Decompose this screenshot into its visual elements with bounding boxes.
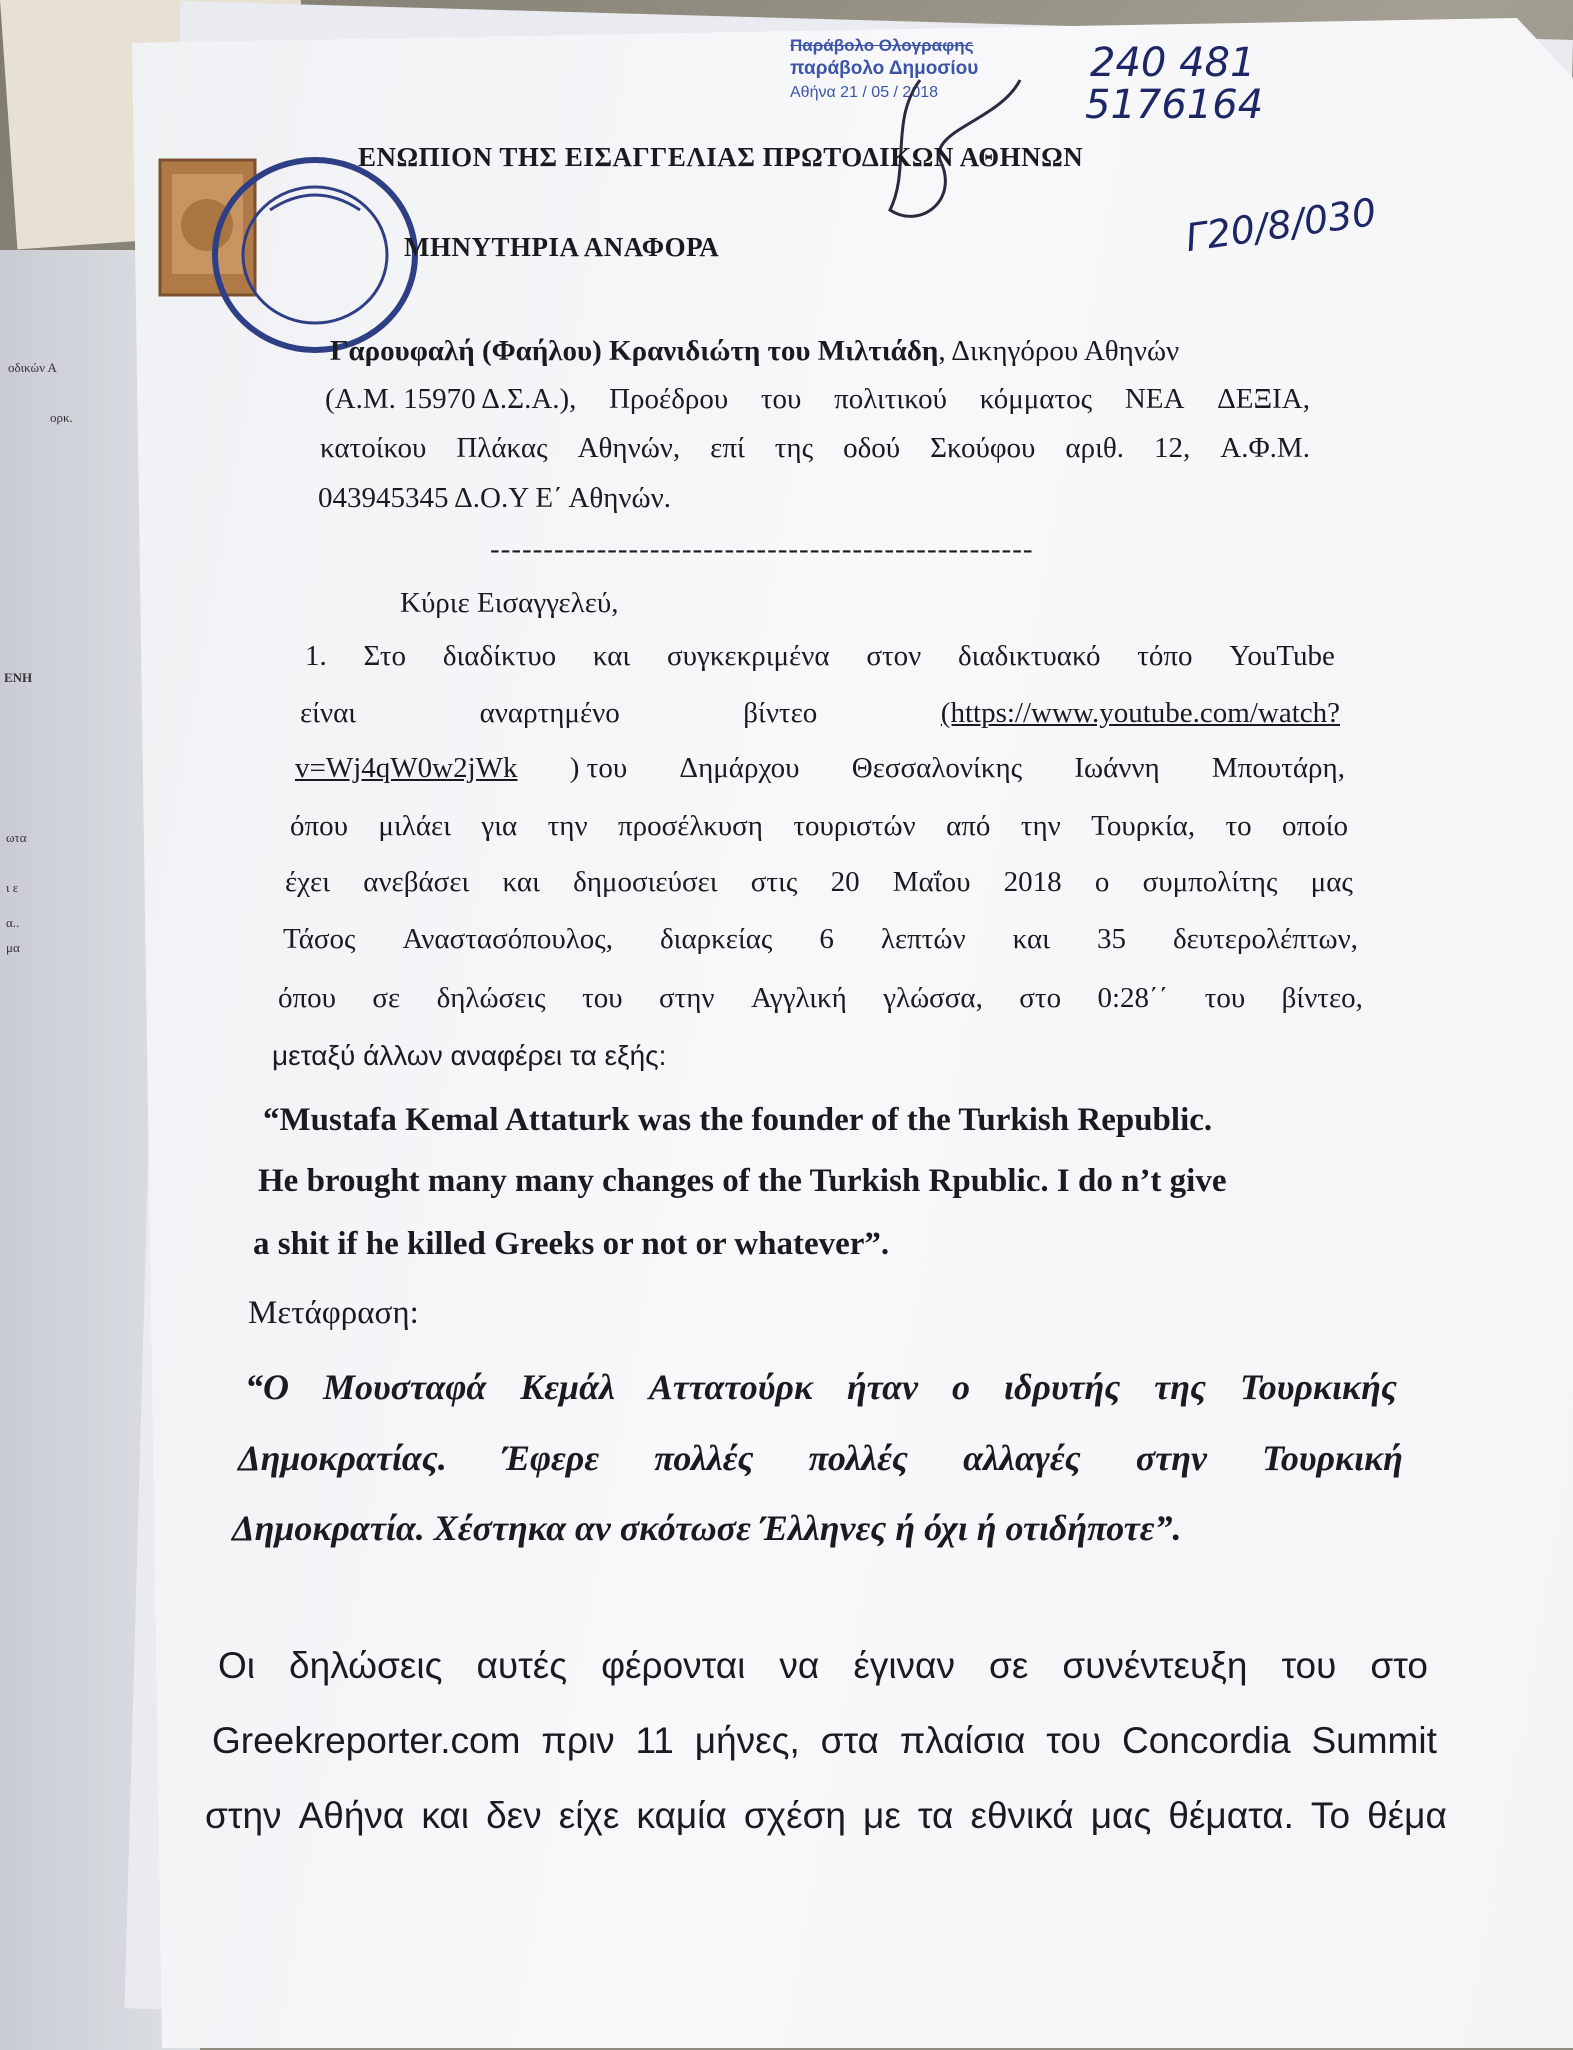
translation-line-2 [238,1437,1403,1479]
word: δηλώσεις [436,982,546,1014]
word: αυτές [476,1645,568,1686]
complainant-line-3 [320,432,1310,465]
word: να [779,1645,820,1686]
word: πολλές [808,1438,908,1478]
word: 20 [830,866,860,898]
word: Προέδρου [609,383,729,415]
complainant-line-4: 043945345 Δ.Ο.Υ Ε΄ Αθηνών. [318,482,671,514]
word: Αθήνα [298,1795,405,1836]
word: τουριστών [793,810,916,842]
word: κόμματος [979,383,1093,415]
word: όπου [290,810,348,842]
word: βίντεο [743,697,818,729]
word: του [1281,1645,1337,1686]
handwritten-date: Γ20/8/030 [1182,189,1379,261]
bg-text: οδικών Α [8,360,57,375]
word: του [760,383,802,415]
handwritten-number-2: 5176164 [1085,82,1264,128]
word: Το [1310,1795,1351,1836]
word: βίντεο, [1281,982,1363,1014]
translation-line-1 [245,1366,1397,1408]
word: αριθ. [1065,432,1125,464]
word: τα [917,1795,954,1836]
bg-text: ΕΝΗ [4,670,33,685]
word: Δημάρχου [679,752,800,784]
word: λεπτών [880,923,966,955]
word: διαδίκτυο [442,640,557,672]
word: μήνες, [694,1720,800,1761]
word: ο [1094,866,1110,898]
word: και [502,866,540,898]
word: μας [1090,1795,1152,1836]
bg-text: μα [6,940,20,955]
word: 6 [819,923,834,955]
word: YouTube [1229,640,1335,672]
word: πριν [541,1720,615,1761]
complainant-line-1 [330,335,1179,368]
complainant-profession: , Δικηγόρου Αθηνών [938,335,1180,367]
word: του [1046,1720,1102,1761]
word: είχε [558,1795,620,1836]
video-link-part-2[interactable]: v=Wj4qW0w2jWk [295,752,518,784]
word: προσέλκυση [617,810,763,842]
quote-line-1: “Mustafa Kemal Attaturk was the founder of the Turkish Republic. [263,1102,1213,1138]
word: διαδικτυακό [958,640,1101,672]
p1-line-2 [300,697,1340,730]
word: μας [1310,866,1353,898]
word: γλώσσα, [883,982,983,1014]
word: Ιωάννη [1074,752,1160,784]
p2-line-3 [205,1795,1447,1837]
word: έχει [285,866,331,898]
word: 2018 [1003,866,1062,898]
word: Concordia [1121,1720,1291,1761]
quote-line-2: He brought many many changes of the Turkish Rpublic. I do n’t give [258,1163,1227,1199]
court-seal [150,150,420,360]
word: το [1225,810,1252,842]
stamp-line1: Παράβολο Ολογραφης [790,36,974,55]
word: και [592,640,631,672]
word: Πλάκας [456,432,548,464]
word: 11 [635,1720,674,1761]
p2-line-2 [212,1720,1437,1762]
word: μιλάει [378,810,451,842]
word: διαρκείας [660,923,773,955]
word: φέρονται [601,1645,746,1686]
quote-line-3: a shit if he killed Greeks or not or whatever”. [253,1226,890,1262]
word: Έφερε [501,1438,600,1478]
stamp-line2: παράβολο Δημοσίου [790,58,979,79]
word: δεν [486,1795,542,1836]
bg-text: ορκ. [50,410,73,425]
p1-line-3 [295,752,1345,785]
word: 12, [1154,432,1191,464]
word: την [1020,810,1061,842]
word: στην [205,1795,282,1836]
p1-line-8: μεταξύ άλλων αναφέρει τα εξής: [272,1040,667,1071]
word: πολιτικού [834,383,948,415]
word: σε [988,1645,1029,1686]
word: πλαίσια [899,1720,1026,1761]
word: Στο [363,640,407,672]
p1-line-7 [278,982,1363,1015]
word: της [774,432,814,464]
word: και [1012,923,1050,955]
word: σχέση [743,1795,846,1836]
word: Τουρκικής [1240,1367,1397,1407]
word: Greekreporter.com [212,1720,521,1761]
word: Α.Φ.Μ. [1220,432,1310,464]
stamp-line3: Αθήνα 21 / 05 / 2018 [790,84,939,101]
word: την [547,810,588,842]
p1-line-4 [290,810,1348,843]
word: του [1204,982,1246,1014]
word: ανεβάσει [363,866,470,898]
word: δηλώσεις [289,1645,443,1686]
p1-line-6 [283,923,1358,956]
word: Μουσταφά [322,1367,487,1407]
word: στο [1370,1645,1428,1686]
translation-line-3: Δημοκρατία. Χέστηκα αν σκότωσε Έλληνες ή όχι ή οτιδήποτε”. [232,1508,1182,1548]
word: στην [1135,1438,1207,1478]
salutation: Κύριε Εισαγγελεύ, [400,587,619,619]
word: Αναστασόπουλος, [402,923,614,955]
word: ) του [569,752,628,784]
word: “Ο [245,1367,289,1407]
word: στην [658,982,715,1014]
word: (Α.Μ. 15970 Δ.Σ.Α.), [325,383,577,415]
word: θέματα. [1168,1795,1294,1836]
document-title: ΜΗΝΥΤΗΡΙΑ ΑΝΑΦΟΡΑ [404,232,720,262]
word: οδού [843,432,901,464]
word: Μπουτάρη, [1211,752,1345,784]
word: στο [1019,982,1062,1014]
word: της [1154,1367,1207,1407]
word: 1. [305,640,327,672]
word: Αττατούρκ [648,1367,814,1407]
word: ήταν [846,1367,919,1407]
word: 0:28΄΄ [1097,982,1169,1014]
word: καμία [636,1795,727,1836]
court-header: ΕΝΩΠΙΟΝ ΤΗΣ ΕΙΣΑΓΓΕΛΙΑΣ ΠΡΩΤΟΔΙΚΩΝ ΑΘΗΝΩΝ [358,142,1084,172]
word: Τουρκική [1262,1438,1403,1478]
word: δευτερολέπτων, [1172,923,1358,955]
word: είναι [300,697,357,729]
word: Μαΐου [892,866,971,898]
word: Τουρκία, [1091,810,1196,842]
word: στις [750,866,798,898]
word: οποίο [1282,810,1348,842]
word: για [481,810,518,842]
word: του [582,982,623,1014]
word: Αθηνών, [577,432,681,464]
word: συμπολίτης [1142,866,1278,898]
word: αναρτημένο [479,697,620,729]
word: Κεμάλ [520,1367,615,1407]
word: στον [866,640,922,672]
word: στα [820,1720,879,1761]
word: Τάσος [283,923,356,955]
bg-text: ωτα [6,830,27,845]
word: πολλές [654,1438,754,1478]
word: από [946,810,991,842]
word: Αγγλική [750,982,847,1014]
word: Σκούφου [930,432,1036,464]
word: με [863,1795,901,1836]
complainant-name: Γαρουφαλή (Φαήλου) Κρανιδιώτη του Μιλτιάδη [330,335,939,367]
word: κατοίκου [320,432,427,464]
word: όπου [278,982,336,1014]
separator: --------------------------------------------------- [490,533,1034,565]
word: Summit [1311,1720,1437,1761]
word: τόπο [1137,640,1193,672]
word: έγιναν [853,1645,955,1686]
word: δημοσιεύσει [573,866,718,898]
word: Θεσσαλονίκης [851,752,1023,784]
word: 35 [1096,923,1126,955]
word: εθνικά [970,1795,1074,1836]
word: σε [372,982,401,1014]
word: συνέντευξη [1062,1645,1248,1686]
word: θέμα [1367,1795,1447,1836]
word: αλλαγές [963,1438,1081,1478]
p1-line-5 [285,866,1353,899]
translation-label: Μετάφραση: [248,1295,419,1331]
bg-text: ι ε [6,880,19,895]
p1-line-1 [305,640,1335,673]
complainant-line-2 [325,383,1310,416]
word: Δημοκρατίας. [238,1438,447,1478]
word: ΔΕΞΙΑ, [1217,383,1310,415]
video-link-part-1[interactable]: (https://www.youtube.com/watch? [940,697,1340,729]
word: ο [952,1367,971,1407]
word: συγκεκριμένα [667,640,830,672]
handwritten-number-1: 240 481 [1090,40,1256,86]
word: ιδρυτής [1003,1367,1121,1407]
word: επί [710,432,745,464]
word: ΝΕΑ [1124,383,1185,415]
p2-line-1 [218,1645,1428,1687]
word: και [421,1795,470,1836]
bg-text: α.. [6,915,20,930]
word: Οι [218,1645,255,1686]
